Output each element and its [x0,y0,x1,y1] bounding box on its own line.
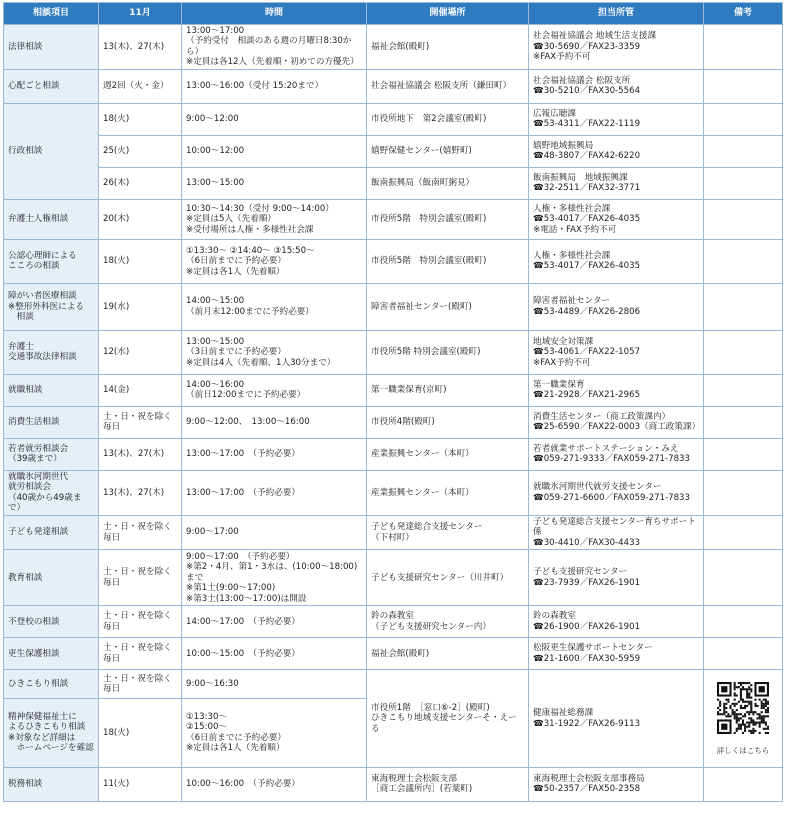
place-cell: 第一職業保育(京町) [367,374,529,406]
date-cell: 14(金) [99,374,182,406]
time-cell: ①13:30～ ②15:00～ （6日前までに予約必要） ※定員は各1人（先着順） [182,698,367,767]
header-note: 備考 [704,3,783,25]
time-cell: 14:00～16:00 （前日12:00までに予約必要） [182,374,367,406]
place-cell: 産業振興センター（本町） [367,470,529,515]
note-cell [704,239,783,283]
time-cell: 13:00～15:00 [182,167,367,199]
category-cell: 就職相談 [4,374,99,406]
place-cell: 福祉会館(殿町) [367,25,529,70]
place-cell: 飯南振興局（飯南町粥見） [367,167,529,199]
contact-cell: 子ども支援研究センター ☎23-7939／FAX26-1901 [529,550,704,606]
consultation-table [3,2,783,802]
table-row [4,515,783,549]
place-cell: 市役所5階 特別会議室(殿町) [367,199,529,239]
category-cell: 弁護士 交通事故法律相談 [4,330,99,374]
date-cell: 11(火) [99,767,182,801]
contact-cell: 人権・多様性社会課 ☎53-4017／FAX26-4035 [529,239,704,283]
contact-cell: 嬉野地域振興局 ☎48-3807／FAX42-6220 [529,135,704,167]
table-row [4,69,783,103]
note-cell [704,283,783,330]
table-row [4,239,783,283]
date-cell: 13(木)、27(木) [99,25,182,70]
place-cell: 鈴の森教室 （子ども支援研究センター内） [367,606,529,638]
table-row [4,167,783,199]
category-cell: 障がい者医療相談 ※整形外科医による 相談 [4,283,99,330]
date-cell: 20(木) [99,199,182,239]
note-cell [704,767,783,801]
time-cell: 13:00～15:00 （3日前までに予約必要） ※定員は4人（先着順、1人30分まで） [182,330,367,374]
date-cell: 19(水) [99,283,182,330]
place-cell: 子ども発達総合支援センター （下村町） [367,515,529,549]
contact-cell: 東海税理士会松阪支部事務局 ☎50-2357／FAX50-2358 [529,767,704,801]
note-cell [704,374,783,406]
date-cell: 18(火) [99,698,182,767]
time-cell: 9:00～12:00、 13:00～16:00 [182,406,367,438]
date-cell: 土・日・祝を除く毎日 [99,638,182,670]
date-cell: 土・日・祝を除く毎日 [99,670,182,699]
contact-cell: 松阪更生保護サポートセンター ☎21-1600／FAX30-5959 [529,638,704,670]
time-cell: 13:00～17:00 （予約必要） [182,470,367,515]
table-row [4,25,783,70]
table-row [4,406,783,438]
contact-cell: 若者就業サポートステーション・みえ ☎059-271-9333／FAX059-271-7833 [529,438,704,470]
category-cell: 子ども発達相談 [4,515,99,549]
note-cell [704,606,783,638]
place-cell: 子ども支援研究センター（川井町） [367,550,529,606]
category-cell: 行政相談 [4,103,99,199]
date-cell: 25(火) [99,135,182,167]
contact-cell: 健康福祉総務課 ☎31-1922／FAX26-9113 [529,670,704,768]
time-cell: 10:00～15:00 （予約必要） [182,638,367,670]
place-cell: 市役所5階 特別会議室(殿町) [367,239,529,283]
place-cell: 社会福祉協議会 松阪支所（鎌田町） [367,69,529,103]
date-cell: 12(水) [99,330,182,374]
note-cell [704,69,783,103]
contact-cell: 社会福祉協議会 松阪支所 ☎30-5210／FAX30-5564 [529,69,704,103]
note-cell [704,438,783,470]
note-cell [704,550,783,606]
contact-cell: 人権・多様性社会課 ☎53-4017／FAX26-4035 ※電話・FAX予約不可 [529,199,704,239]
contact-cell: 第一職業保育 ☎21-2928／FAX21-2965 [529,374,704,406]
qr-code-icon[interactable] [717,682,769,734]
date-cell: 土・日・祝を除く毎日 [99,515,182,549]
table-row [4,470,783,515]
date-cell: 土・日・祝を除く毎日 [99,550,182,606]
contact-cell: 就職氷河期世代就労支援センター ☎059-271-6600／FAX059-271-7833 [529,470,704,515]
contact-cell: 広報広聴課 ☎53-4311／FAX22-1119 [529,103,704,135]
contact-cell: 子ども発達総合支援センター育ちサポート係 ☎30-4410／FAX30-4433 [529,515,704,549]
note-cell [704,25,783,70]
time-cell: 13:00～17:00 （予約必要） [182,438,367,470]
note-cell [704,330,783,374]
header-time: 時間 [182,3,367,25]
note-cell [704,199,783,239]
place-cell: 市役所4階(殿町) [367,406,529,438]
place-cell: 福祉会館(殿町) [367,638,529,670]
category-cell: 不登校の相談 [4,606,99,638]
category-cell: ひきこもり相談 [4,670,99,699]
table-row [4,638,783,670]
place-cell: 東海税理士会松阪支部 ［商工会議所内］(若葉町) [367,767,529,801]
header-date: 11月 [99,3,182,25]
table-row [4,199,783,239]
note-cell [704,167,783,199]
category-cell: 若者就労相談会 （39歳まで） [4,438,99,470]
note-cell [704,638,783,670]
time-cell: 13:00～16:00（受付 15:20まで） [182,69,367,103]
table-row [4,374,783,406]
contact-cell: 鈴の森教室 ☎26-1900／FAX26-1901 [529,606,704,638]
date-cell: 土・日・祝を除く毎日 [99,606,182,638]
table-row [4,330,783,374]
contact-cell: 社会福祉協議会 地域生活支援課 ☎30-5690／FAX23-3359 ※FAX予約不可 [529,25,704,70]
date-cell: 13(木)、27(木) [99,470,182,515]
time-cell: ①13:30～ ②14:40～ ③15:50～ （6日前までに予約必要） ※定員は各1人（先着順） [182,239,367,283]
time-cell: 9:00～17:00 （予約必要） ※第2・4月、第1・3水は、(10:00～18:00)まで ※第1土(9:00～17:00) ※第3土(13:00～17:00)は開設 [182,550,367,606]
time-cell: 9:00～17:00 [182,515,367,549]
category-cell: 公認心理師による こころの相談 [4,239,99,283]
category-cell: 就職氷河期世代 就労相談会 （40歳から49歳まで） [4,470,99,515]
time-cell: 9:00～16:30 [182,670,367,699]
table-row [4,103,783,135]
note-cell [704,103,783,135]
table-row [4,283,783,330]
header-category: 相談項目 [4,3,99,25]
place-cell: 市役所5階 特別会議室(殿町) [367,330,529,374]
header-place: 開催場所 [367,3,529,25]
table-row [4,670,783,699]
contact-cell: 飯南振興局 地域振興課 ☎32-2511／FAX32-3771 [529,167,704,199]
category-cell: 法律相談 [4,25,99,70]
table-row [4,135,783,167]
date-cell: 26(木) [99,167,182,199]
header-row [4,3,783,25]
time-cell: 9:00～12:00 [182,103,367,135]
header-contact: 担当所管 [529,3,704,25]
note-cell [704,515,783,549]
time-cell: 10:00～12:00 [182,135,367,167]
category-cell: 精神保健福祉士に よるひきこもり相談 ※対象など詳細は ホームページを確認 [4,698,99,767]
category-cell: 教育相談 [4,550,99,606]
date-cell: 13(木)、27(木) [99,438,182,470]
time-cell: 14:00～15:00 （前月末12:00までに予約必要） [182,283,367,330]
note-cell [704,670,783,768]
category-cell: 消費生活相談 [4,406,99,438]
place-cell: 障害者福祉センター(殿町) [367,283,529,330]
note-cell [704,135,783,167]
table-row [4,438,783,470]
category-cell: 更生保護相談 [4,638,99,670]
time-cell: 10:30～14:30（受付 9:00～14:00） ※定員は5人（先着順） ※受付場所は人権・多様性社会課 [182,199,367,239]
contact-cell: 障害者福祉センター ☎53-4489／FAX26-2806 [529,283,704,330]
qr-label: 詳しくはこちら [716,746,770,756]
place-cell: 市役所地下 第2会議室(殿町) [367,103,529,135]
date-cell: 土・日・祝を除く毎日 [99,406,182,438]
table-row [4,767,783,801]
place-cell: 嬉野保健センター(嬉野町) [367,135,529,167]
date-cell: 18(火) [99,103,182,135]
category-cell: 心配ごと相談 [4,69,99,103]
note-cell [704,406,783,438]
date-cell: 週2回（火・金） [99,69,182,103]
category-cell: 弁護士人権相談 [4,199,99,239]
date-cell: 18(火) [99,239,182,283]
category-cell: 税務相談 [4,767,99,801]
contact-cell: 消費生活センター（商工政策課内） ☎25-6590／FAX22-0003（商工政策課） [529,406,704,438]
place-cell: 市役所1階 ［窓口⑥-2］(殿町) ひきこもり地域支援センターそ・えーる [367,670,529,768]
contact-cell: 地域安全対策課 ☎53-4061／FAX22-1057 ※FAX予約不可 [529,330,704,374]
time-cell: 13:00～17:00 （予約受付 相談のある週の月曜日8:30から） ※定員は各12人（先着順・初めての方優先） [182,25,367,70]
note-cell [704,470,783,515]
time-cell: 10:00～16:00 （予約必要） [182,767,367,801]
table-row [4,550,783,606]
place-cell: 産業振興センター（本町） [367,438,529,470]
table-row [4,606,783,638]
time-cell: 14:00～17:00 （予約必要） [182,606,367,638]
